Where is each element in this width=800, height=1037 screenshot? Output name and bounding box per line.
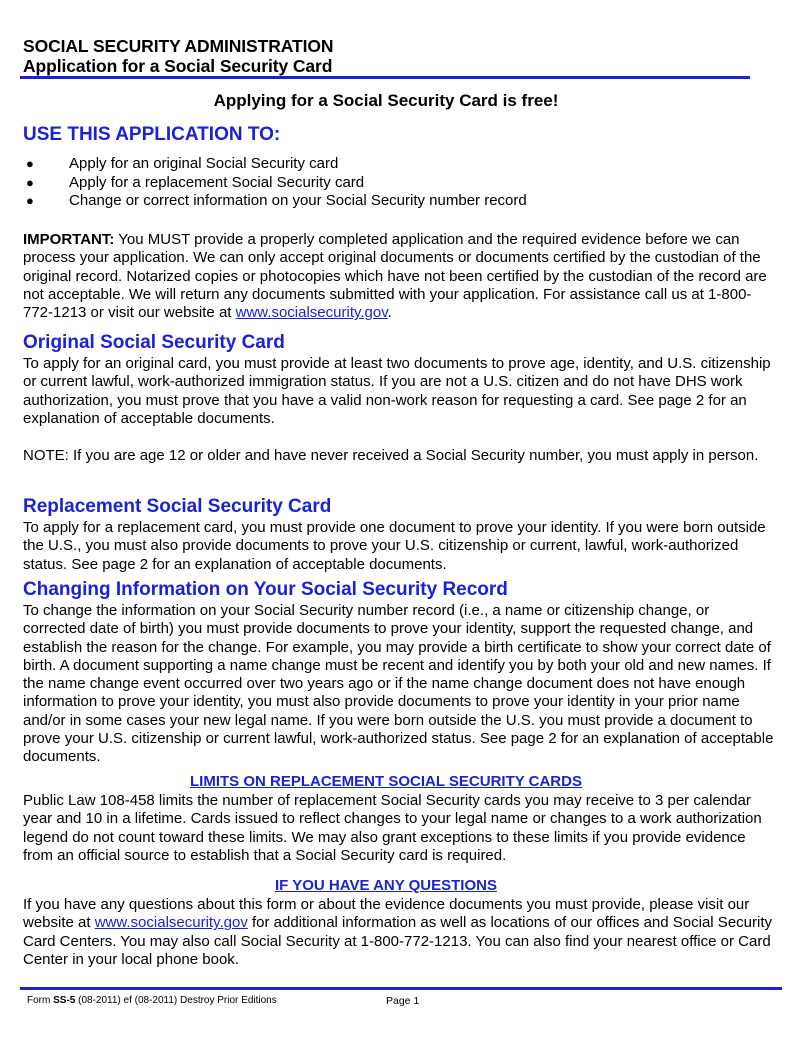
list-item: ● Change or correct information on your Social Security number record	[26, 192, 527, 210]
list-item: ● Apply for a replacement Social Security card	[26, 173, 365, 191]
limits-text: Public Law 108-458 limits the number of replacement Social Security cards you may receive to 3 per calendar year and 10 in a lifetime. Cards issued to reflect changes to your legal name or changes to a work authorization legend do not count toward these limits. We may also grant exceptions to these limits if you provide evidence from an official source to establish that a Social Security card is required.	[23, 792, 762, 864]
replacement-card-heading: Replacement Social Security Card	[23, 496, 332, 517]
use-section-heading: USE THIS APPLICATION TO:	[23, 124, 281, 145]
original-card-note: NOTE: If you are age 12 or older and have never received a Social Security number, you must apply in person.	[23, 447, 759, 464]
original-card-heading: Original Social Security Card	[23, 332, 285, 353]
bullet-icon: ●	[26, 156, 34, 171]
form-identifier: Form SS-5 (08-2011) ef (08-2011) Destroy Prior Editions	[27, 995, 277, 1006]
important-paragraph: IMPORTANT: You MUST provide a properly completed application and the required evidence before we can process your application. We can only accept original documents or documents certified by the custodian of the original record. Notarized copies or photocopies which have not been certified by the custodian of the record are not acceptable. We will return any documents submitted with your application. For assistance call us at 1-800-772-1213 or visit our website at www.socialsecurity.gov.	[23, 231, 767, 322]
bullet-icon: ●	[26, 193, 34, 209]
changing-info-text: To change the information on your Social Security number record (i.e., a name or citizenship change, or corrected date of birth) you must provide documents to prove your identity, support the requested change, and establish the reason for the change. For example, you may provide a birth certificate to show your correct date of birth. A document supporting a name change must be recent and identify you by both your old and new names. If the name change event occurred over two years ago or if the name change document does not have enough information to prove your identity, you must also provide documents to prove your identity in your prior name and/or in some cases your new legal name. If you were born outside the U.S. you must provide a document to prove your U.S. citizenship or current lawful, work-authorized status. See page 2 for an explanation of acceptable documents.	[23, 602, 774, 766]
page-number: Page 1	[386, 995, 420, 1007]
replacement-card-text: To apply for a replacement card, you must provide one document to prove your identity. If you were born outside the U.S., you must also provide documents to prove your U.S. citizenship or current, lawful, work-authorized status. See page 2 for an explanation of acceptable documents.	[23, 519, 766, 573]
changing-info-heading: Changing Information on Your Social Security Record	[23, 579, 508, 600]
original-card-text: To apply for an original card, you must provide at least two documents to prove age, identity, and U.S. citizenship or current lawful, work-authorized immigration status. If you are not a U.S. citizen and do not have DHS work authorization, you must prove that you have a valid non-work reason for requesting a card. See page 2 for an explanation of acceptable documents.	[23, 355, 771, 427]
important-label: IMPORTANT:	[23, 231, 115, 248]
form-title: Application for a Social Security Card	[23, 56, 333, 76]
questions-text: If you have any questions about this form or about the evidence documents you must provide, please visit our website at www.socialsecurity.gov for additional information as well as locations of our offices and Social Security Card Centers. You may also call Social Security at 1-800-772-1213. You can also find your nearest office or Card Center in your local phone book.	[23, 896, 772, 968]
header-divider	[20, 76, 750, 79]
agency-name: SOCIAL SECURITY ADMINISTRATION	[23, 36, 334, 56]
footer-divider	[20, 987, 782, 990]
free-notice: Applying for a Social Security Card is free!	[213, 91, 559, 110]
bullet-icon: ●	[26, 174, 34, 190]
website-link[interactable]: www.socialsecurity.gov	[94, 914, 248, 932]
questions-heading[interactable]: IF YOU HAVE ANY QUESTIONS	[275, 877, 497, 894]
use-list	[23, 155, 763, 211]
list-item: ● Apply for an original Social Security card	[26, 155, 339, 172]
website-link[interactable]: www.socialsecurity.gov	[235, 304, 388, 322]
limits-heading[interactable]: LIMITS ON REPLACEMENT SOCIAL SECURITY CARDS	[190, 773, 582, 790]
document-header	[23, 36, 333, 77]
